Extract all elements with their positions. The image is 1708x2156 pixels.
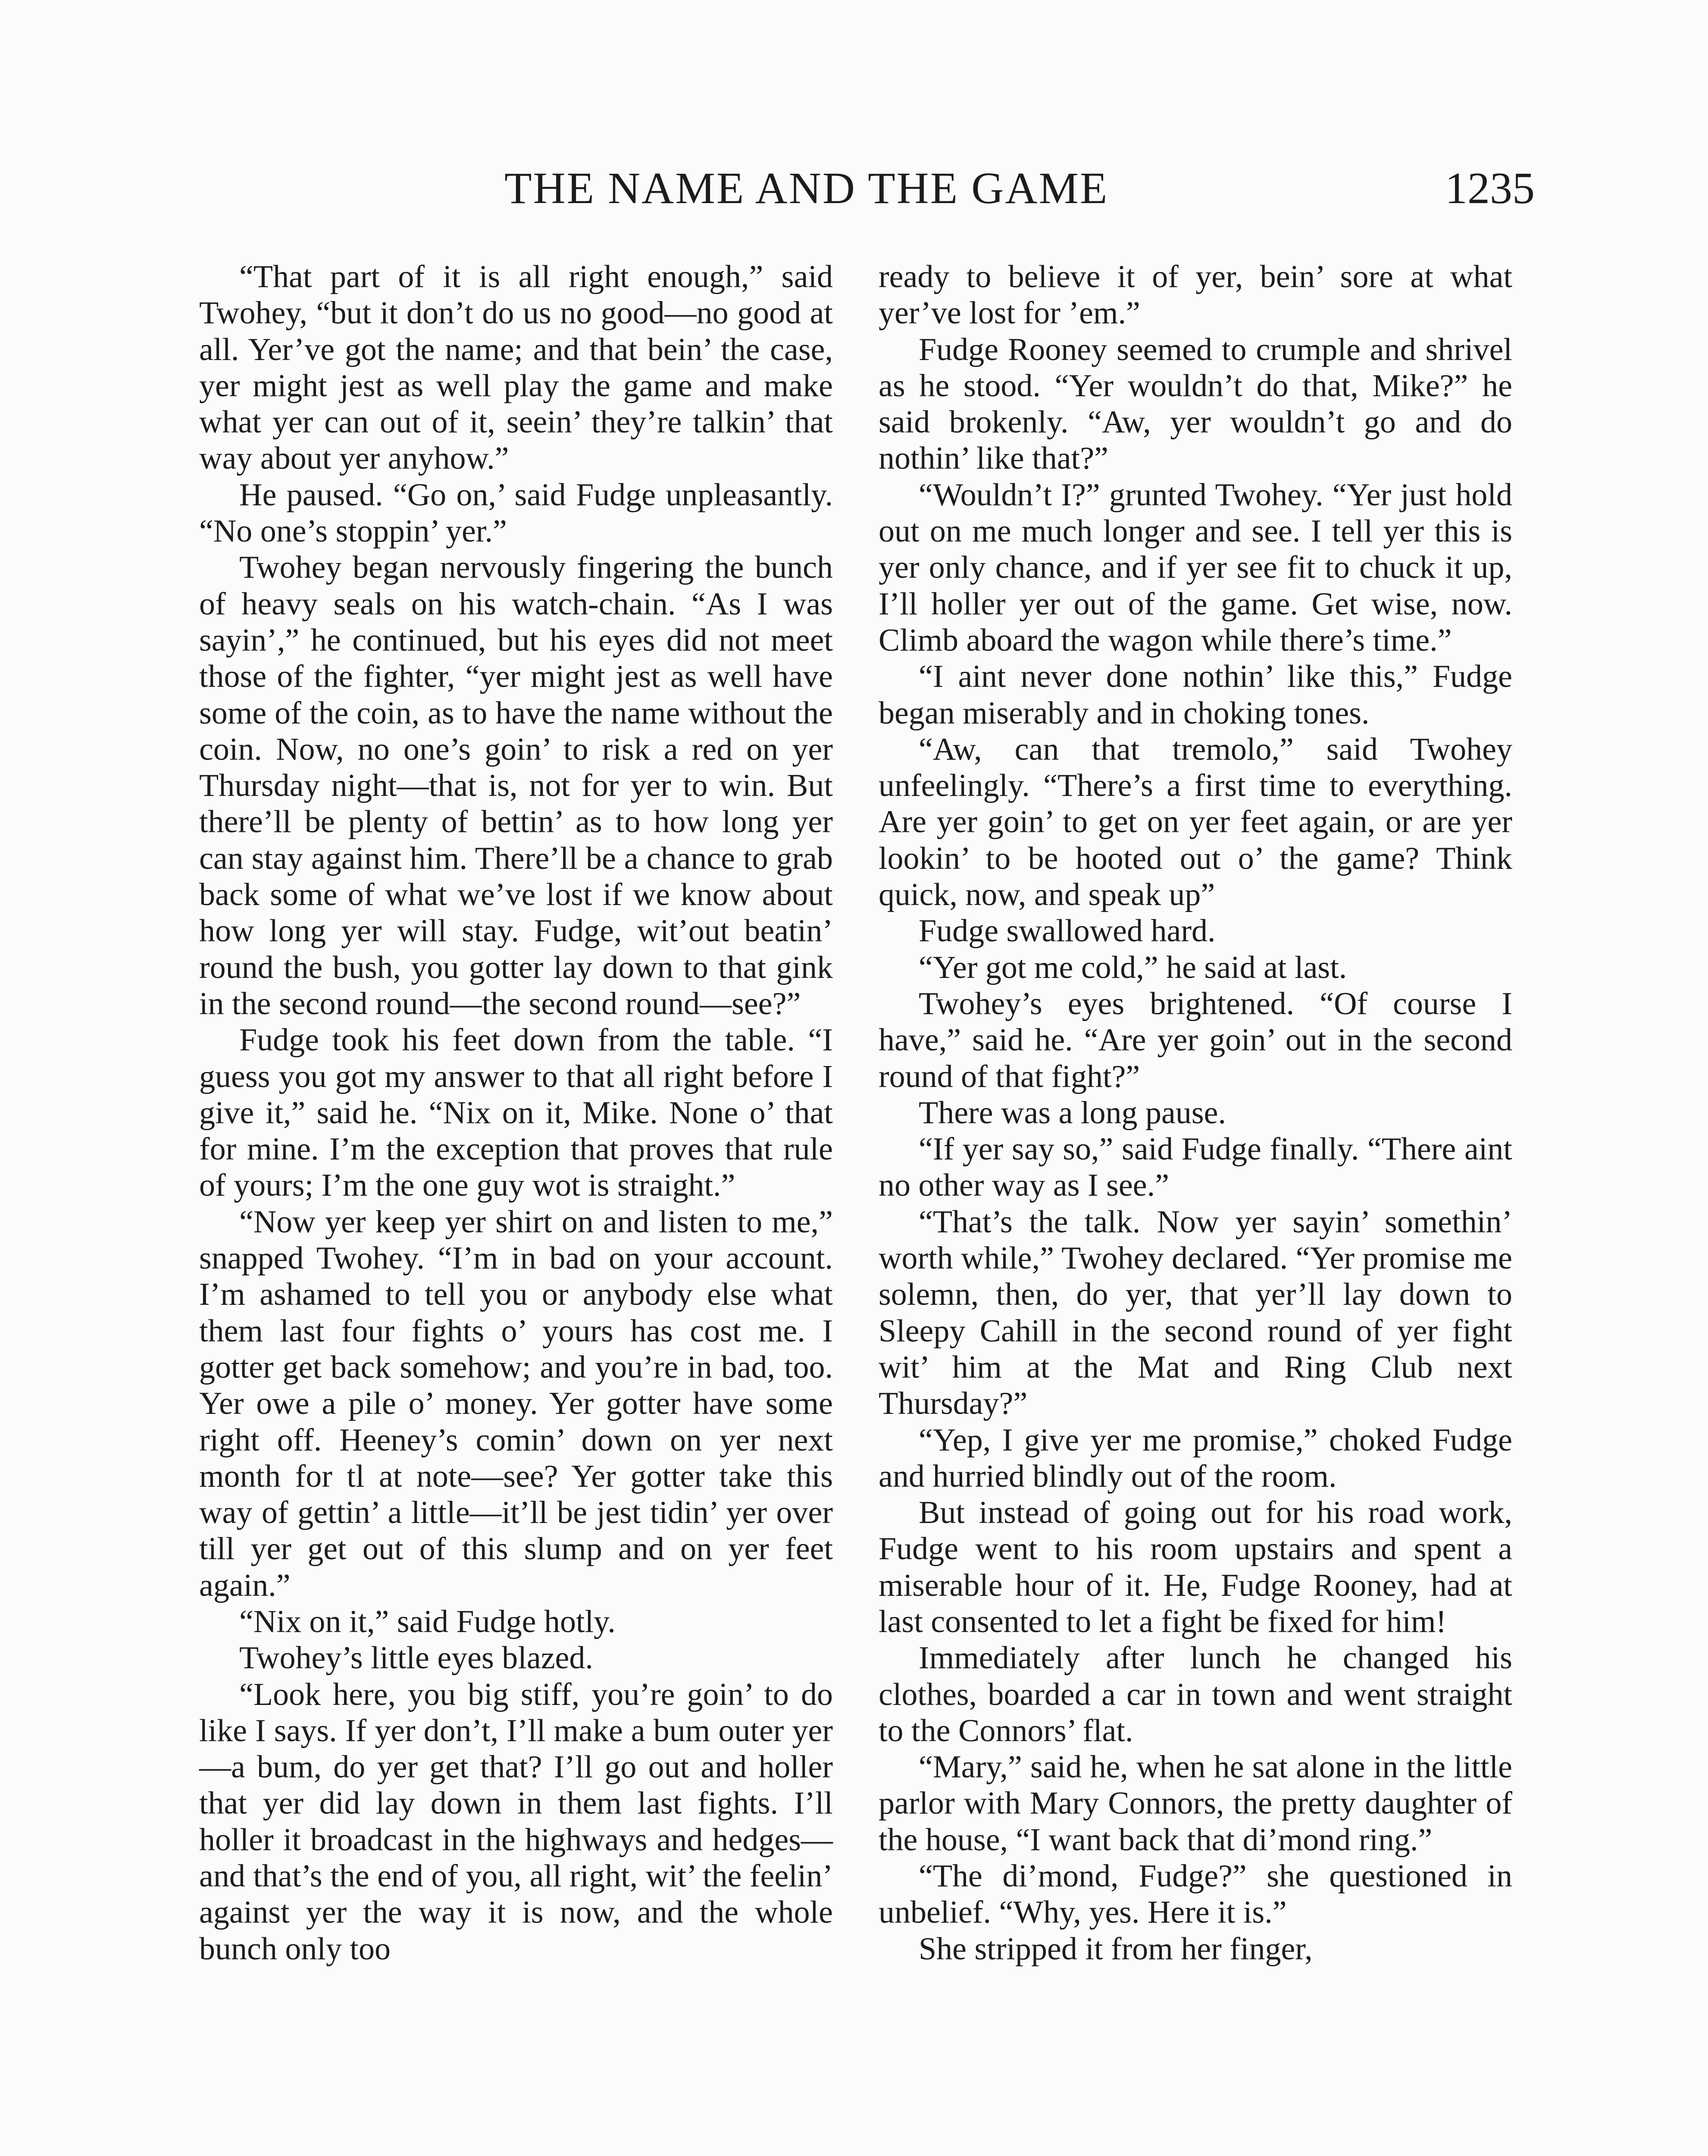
paragraph: “Yep, I give yer me promise,” choked Fudge and hurried blindly out of the room. <box>879 1422 1512 1494</box>
paragraph: Twohey’s eyes brightened. “Of course I have,” said he. “Are yer goin’ out in the second round of that fight?” <box>879 986 1512 1094</box>
left-text-column <box>199 259 833 1967</box>
paragraph: ready to believe it of yer, bein’ sore at what yer’ve lost for ’em.” <box>879 259 1512 331</box>
running-title: THE NAME AND THE GAME <box>504 163 1109 213</box>
paragraph: “Wouldn’t I?” grunted Twohey. “Yer just hold out on me much longer and see. I tell yer this is yer only chance, and if yer see fit to chuck it up, I’ll holler yer out of the game. Get wise, now. Climb aboard the wagon while there’s time.” <box>879 477 1512 658</box>
paragraph: “That part of it is all right enough,” said Twohey, “but it don’t do us no good—no good at all. Yer’ve got the name; and that bein’ the case, yer might jest as well play the game and make what yer can out of it, seein’ they’re talkin’ that way about yer anyhow.” <box>199 259 833 476</box>
paragraph: Twohey began nervously fingering the bunch of heavy seals on his watch-chain. “As I was sayin’,” he continued, but his eyes did not meet those of the fighter, “yer might jest as well have some of the coin, as to have the name without the coin. Now, no one’s goin’ to risk a red on yer Thursday night—that is, not for yer to win. But there’ll be plenty of bettin’ as to how long yer can stay against him. There’ll be a chance to grab back some of what we’ve lost if we know about how long yer will stay. Fudge, wit’out beatin’ round the bush, you gotter lay down to that gink in the second round—the second round—see?” <box>199 550 833 1022</box>
page-number: 1235 <box>1445 163 1535 213</box>
paragraph: “Look here, you big stiff, you’re goin’ to do like I says. If yer don’t, I’ll make a bum outer yer—a bum, do yer get that? I’ll go out and holler that yer did lay down in them last fights. I’ll holler it broadcast in the highways and hedges—and that’s the end of you, all right, wit’ the feelin’ against yer the way it is now, and the whole bunch only too <box>199 1677 833 1967</box>
paragraph: There was a long pause. <box>919 1095 1226 1131</box>
paragraph: Twohey’s little eyes blazed. <box>239 1640 593 1676</box>
paragraph: “I aint never done nothin’ like this,” Fudge began miserably and in choking tones. <box>879 659 1512 731</box>
page-header <box>431 163 1535 226</box>
paragraph: “Yer got me cold,” he said at last. <box>919 950 1347 985</box>
paragraph: She stripped it from her finger, <box>919 1931 1313 1967</box>
paragraph: He paused. “Go on,’ said Fudge unpleasantly. “No one’s stoppin’ yer.” <box>199 477 833 549</box>
paragraph: “Nix on it,” said Fudge hotly. <box>239 1604 616 1639</box>
paragraph: “That’s the talk. Now yer sayin’ somethin’ worth while,” Twohey declared. “Yer promise me solemn, then, do yer, that yer’ll lay down to Sleepy Cahill in the second round of yer fight wit’ him at the Mat and Ring Club next Thursday?” <box>879 1204 1512 1422</box>
paragraph: “If yer say so,” said Fudge finally. “There aint no other way as I see.” <box>879 1131 1512 1203</box>
paragraph: “Now yer keep yer shirt on and listen to me,” snapped Twohey. “I’m in bad on your account. I’m ashamed to tell you or anybody else what them last four fights o’ yours has cost me. I gotter get back somehow; and you’re in bad, too. Yer owe a pile o’ money. Yer gotter have some right off. Heeney’s comin’ down on yer next month for tl at note—see? Yer gotter take this way of gettin’ a little—it’ll be jest tidin’ yer over till yer get out of this slump and on yer feet again.” <box>199 1204 833 1603</box>
paragraph: Immediately after lunch he changed his clothes, boarded a car in town and went straight to the Connors’ flat. <box>879 1640 1512 1749</box>
paragraph: Fudge Rooney seemed to crumple and shrivel as he stood. “Yer wouldn’t do that, Mike?” he said brokenly. “Aw, yer wouldn’t go and do nothin’ like that?” <box>879 332 1512 476</box>
right-text-column <box>879 259 1512 1967</box>
paragraph: Fudge took his feet down from the table. “I guess you got my answer to that all right before I give it,” said he. “Nix on it, Mike. None o’ that for mine. I’m the exception that proves that rule of yours; I’m the one guy wot is straight.” <box>199 1022 833 1203</box>
paragraph: But instead of going out for his road work, Fudge went to his room upstairs and spent a miserable hour of it. He, Fudge Rooney, had at last consented to let a fight be fixed for him! <box>879 1495 1512 1639</box>
paragraph: “Aw, can that tremolo,” said Twohey unfeelingly. “There’s a first time to everything. Are yer goin’ to get on yer feet again, or are yer lookin’ to be hooted out o’ the game? Think quick, now, and speak up” <box>879 731 1512 913</box>
paragraph: “Mary,” said he, when he sat alone in the little parlor with Mary Connors, the pretty daughter of the house, “I want back that di’mond ring.” <box>879 1749 1512 1858</box>
paragraph: “The di’mond, Fudge?” she questioned in unbelief. “Why, yes. Here it is.” <box>879 1858 1512 1930</box>
paragraph: Fudge swallowed hard. <box>919 913 1216 949</box>
